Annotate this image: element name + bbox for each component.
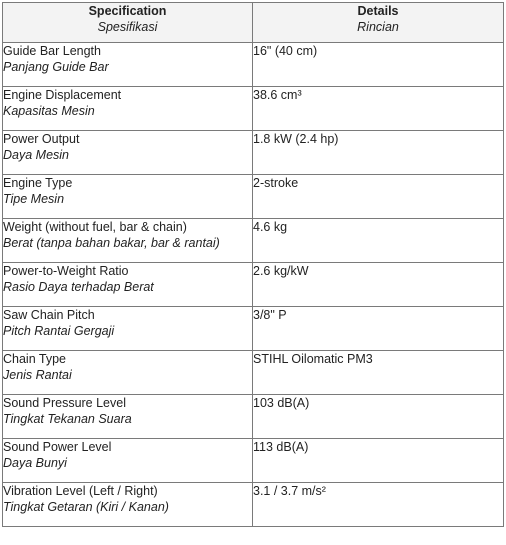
spec-label-id: Daya Mesin (3, 148, 69, 162)
spec-label-cell (3, 175, 253, 219)
spec-value-cell: 16" (40 cm) (253, 43, 504, 87)
table-row (3, 307, 504, 351)
spec-label-id: Berat (tanpa bahan bakar, bar & rantai) (3, 236, 220, 250)
spec-value-cell: 1.8 kW (2.4 hp) (253, 131, 504, 175)
spec-label-id: Jenis Rantai (3, 368, 72, 382)
spec-label-en: Engine Displacement (3, 88, 122, 102)
table-row (3, 351, 504, 395)
spec-label-id: Tingkat Tekanan Suara (3, 412, 132, 426)
spec-label-cell (3, 87, 253, 131)
spec-label-id: Pitch Rantai Gergaji (3, 324, 115, 338)
spec-label-cell (3, 131, 253, 175)
spec-label-id: Rasio Daya terhadap Berat (3, 280, 154, 294)
table-row (3, 219, 504, 263)
header-specification-id: Spesifikasi (97, 20, 158, 34)
spec-label-id: Tingkat Getaran (Kiri / Kanan) (3, 500, 169, 514)
spec-label-en: Sound Power Level (3, 440, 112, 454)
spec-label-en: Saw Chain Pitch (3, 308, 95, 322)
header-specification-en: Specification (88, 4, 167, 18)
spec-value-cell: 3.1 / 3.7 m/s² (253, 483, 504, 527)
specification-table (2, 2, 504, 527)
spec-value-cell: 2-stroke (253, 175, 504, 219)
spec-value-cell: 38.6 cm³ (253, 87, 504, 131)
spec-value-cell: 113 dB(A) (253, 439, 504, 483)
spec-label-en: Weight (without fuel, bar & chain) (3, 220, 187, 234)
spec-label-cell (3, 219, 253, 263)
spec-label-en: Chain Type (3, 352, 67, 366)
spec-label-cell (3, 307, 253, 351)
spec-label-cell (3, 43, 253, 87)
spec-label-cell (3, 263, 253, 307)
spec-label-id: Panjang Guide Bar (3, 60, 109, 74)
spec-value-cell: STIHL Oilomatic PM3 (253, 351, 504, 395)
spec-label-en: Guide Bar Length (3, 44, 101, 58)
spec-value-cell: 2.6 kg/kW (253, 263, 504, 307)
spec-label-id: Daya Bunyi (3, 456, 67, 470)
spec-label-en: Power Output (3, 132, 80, 146)
spec-value-cell: 4.6 kg (253, 219, 504, 263)
table-row (3, 87, 504, 131)
table-row (3, 439, 504, 483)
spec-value-cell: 103 dB(A) (253, 395, 504, 439)
spec-value-cell: 3/8" P (253, 307, 504, 351)
spec-label-cell (3, 483, 253, 527)
table-row (3, 395, 504, 439)
spec-label-id: Kapasitas Mesin (3, 104, 95, 118)
spec-label-en: Engine Type (3, 176, 73, 190)
spec-label-cell (3, 395, 253, 439)
header-details (253, 3, 504, 43)
table-row (3, 43, 504, 87)
spec-label-en: Power-to-Weight Ratio (3, 264, 129, 278)
spec-label-cell (3, 439, 253, 483)
table-row (3, 175, 504, 219)
table-row (3, 263, 504, 307)
spec-label-en: Vibration Level (Left / Right) (3, 484, 158, 498)
header-specification (3, 3, 253, 43)
spec-label-cell (3, 351, 253, 395)
header-details-en: Details (357, 4, 399, 18)
spec-label-id: Tipe Mesin (3, 192, 65, 206)
table-row (3, 483, 504, 527)
spec-label-en: Sound Pressure Level (3, 396, 126, 410)
table-row (3, 131, 504, 175)
header-details-id: Rincian (357, 20, 399, 34)
table-header-row (3, 3, 504, 43)
